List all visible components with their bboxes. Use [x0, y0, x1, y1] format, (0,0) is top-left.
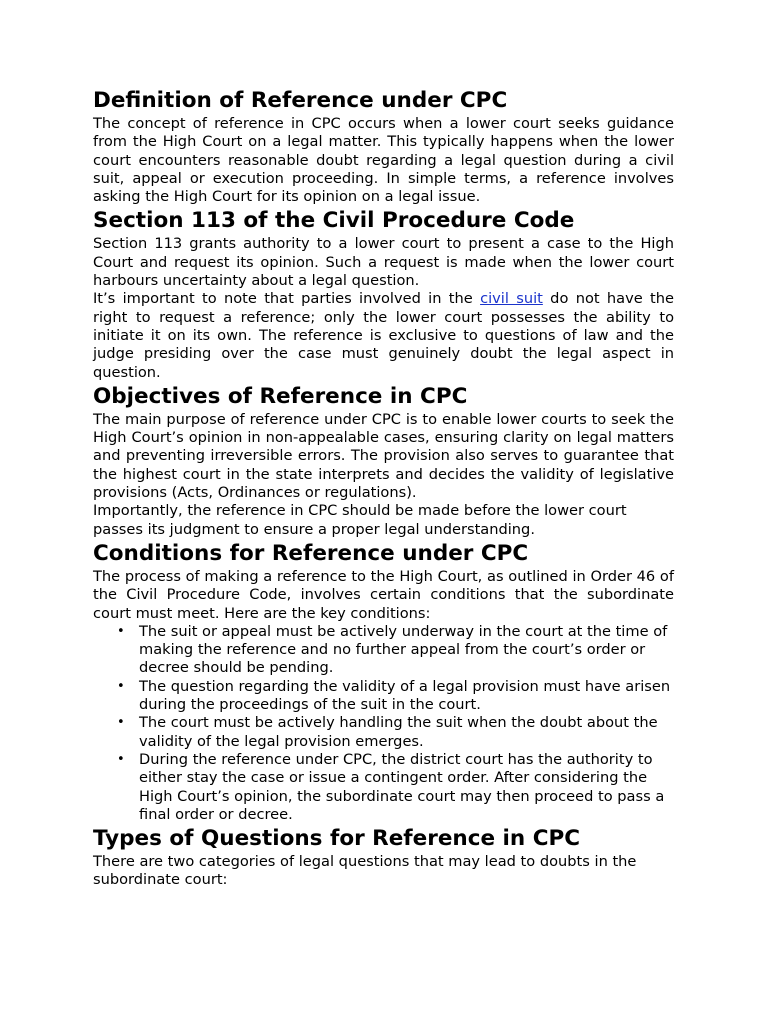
heading-conditions: Conditions for Reference under CPC — [93, 540, 529, 566]
heading-types-of-questions: Types of Questions for Reference in CPC — [93, 826, 581, 852]
list-item: • The court must be actively handling the suit when the doubt about the validity of the legal provision emerges. — [139, 714, 674, 751]
conditions-list — [93, 623, 674, 824]
list-item: • During the reference under CPC, the district court has the authority to either stay the case or issue a contingent order. After considering the High Court’s opinion, the subordinate court may then proceed to pass a final order or decree. — [139, 751, 674, 824]
paragraph: The concept of reference in CPC occurs when a lower court seeks guidance from the High Court on a legal matter. This typically happens when the lower court encounters reasonable doubt regarding a legal question during a civil suit, appeal or execution proceeding. In simple terms, a reference involves asking the High Court for its opinion on a legal issue. — [93, 115, 674, 206]
paragraph: The main purpose of reference under CPC is to enable lower courts to seek the High Court’s opinion in non-appealable cases, ensuring clarity on legal matters and preventing irreversible errors. The provision also serves to guarantee that the highest court in the state interprets and decides the validity of legislative provisions (Acts, Ordinances or regulations). — [93, 410, 674, 502]
document-body — [93, 86, 674, 890]
list-item: • The question regarding the validity of a legal provision must have arisen during the proceedings of the suit in the court. — [139, 678, 674, 715]
paragraph: There are two categories of legal questions that may lead to doubts in the subordinate court: — [93, 853, 637, 889]
paragraph: Section 113 grants authority to a lower court to present a case to the High Court and request its opinion. Such a request is made when the lower court harbours uncertainty about a legal question. — [93, 235, 674, 290]
heading-objectives: Objectives of Reference in CPC — [93, 383, 468, 409]
text-span: do not have the right to request a reference; only the lower court possesses the ability to initiate it on its own. The reference is exclusive to questions of law and the judge presiding over the case must genuinely doubt the legal aspect in question. — [93, 290, 675, 381]
heading-definition: Definition of Reference under CPC — [93, 88, 508, 113]
heading-section-113: Section 113 of the Civil Procedure Code — [93, 208, 575, 234]
civil-suit-link[interactable]: civil suit — [480, 290, 543, 308]
list-item: • The suit or appeal must be actively underway in the court at the time of making the reference and no further appeal from the court’s order or decree should be pending. — [139, 623, 674, 678]
paragraph: The process of making a reference to the High Court, as outlined in Order 46 of the Civil Procedure Code, involves certain conditions that the subordinate court must meet. Here are the key conditions: — [93, 567, 674, 622]
paragraph: Importantly, the reference in CPC should be made before the lower court passes its judgment to ensure a proper legal understanding. — [93, 502, 627, 538]
paragraph-with-link — [93, 290, 674, 381]
text-span: It’s important to note that parties involved in the — [93, 290, 481, 308]
